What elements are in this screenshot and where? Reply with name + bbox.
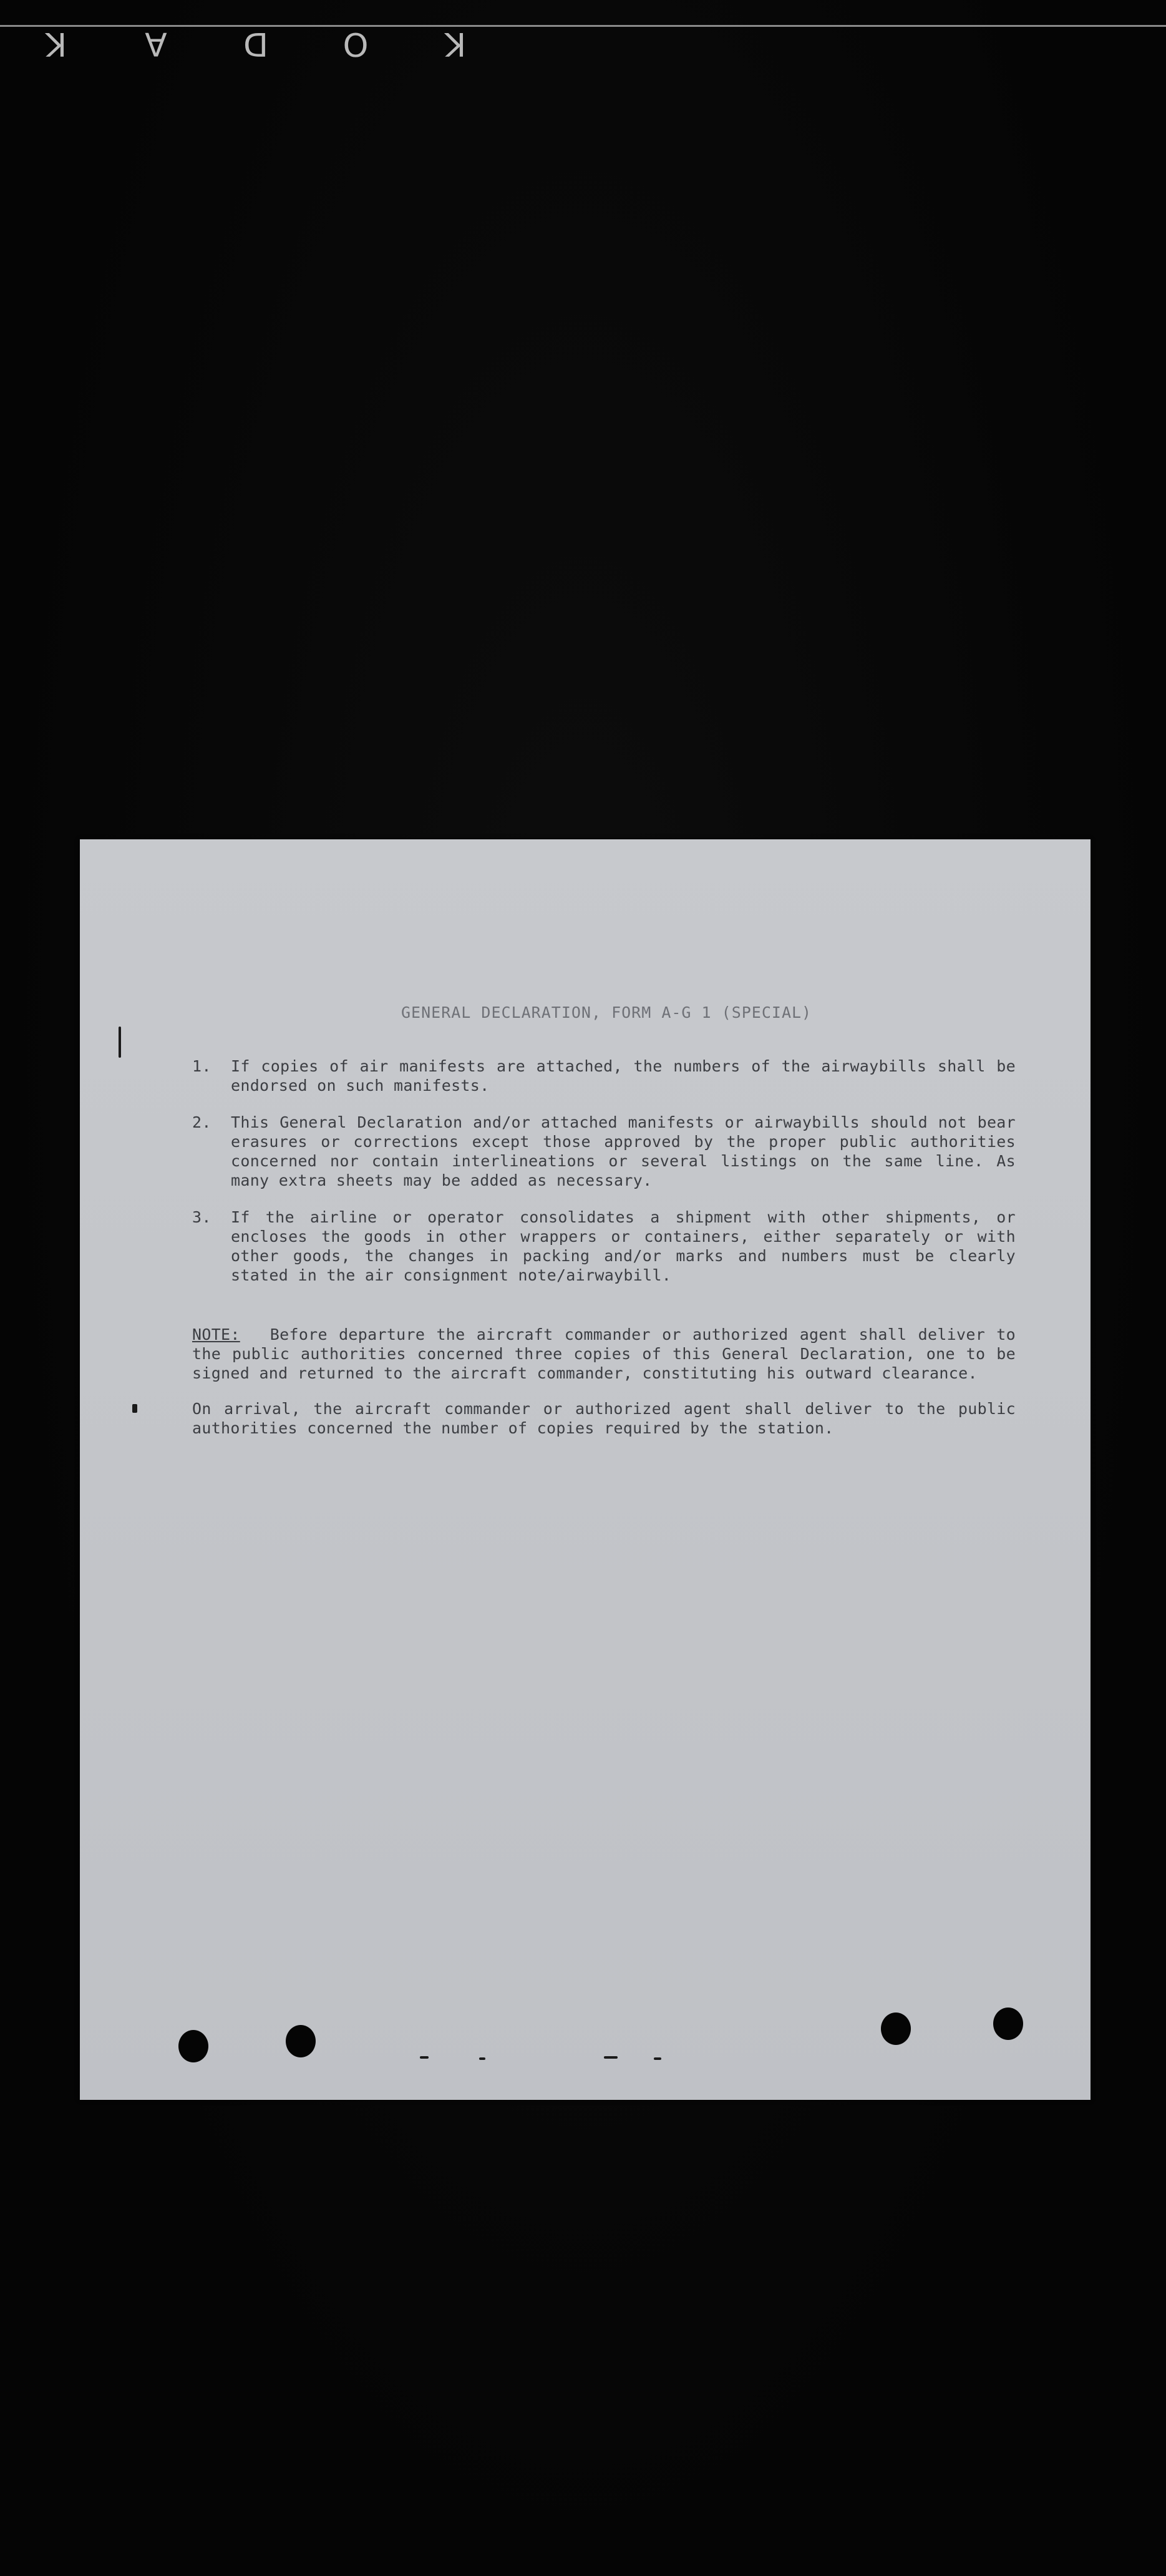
item-text: This General Declaration and/or attached manifests or airwaybills should not bear erasures or corrections except those approved by the proper public authorities concerned nor contain interlineations or several listings on the same line. As many extra sheets may be added as necessary. xyxy=(231,1113,1016,1189)
document-sheet xyxy=(80,839,1091,2100)
instruction-item xyxy=(192,1208,1016,1285)
item-text: If copies of air manifests are attached, the numbers of the airwaybills shall be endorsed on such manifests. xyxy=(231,1057,1016,1095)
edge-letter: D xyxy=(243,25,269,62)
item-number: 1. xyxy=(192,1057,211,1075)
film-speck xyxy=(604,2056,618,2059)
punch-hole xyxy=(993,2008,1023,2040)
note-text: Before departure the aircraft commander or authorized agent shall deliver to the public authorities concerned three copies of this General Declaration, one to be signed and returned to the aircraft commander, constituting his outward clearance. xyxy=(192,1325,1016,1382)
film-speck xyxy=(420,2056,429,2059)
note-label: NOTE: xyxy=(192,1325,240,1344)
film-speck xyxy=(119,1027,121,1058)
document-body xyxy=(192,1056,1016,1438)
film-speck xyxy=(479,2057,485,2060)
punch-hole xyxy=(178,2030,208,2062)
film-speck xyxy=(132,1404,137,1413)
document-title: GENERAL DECLARATION, FORM A-G 1 (SPECIAL) xyxy=(401,1003,812,1022)
instruction-item xyxy=(192,1056,1016,1095)
edge-letter: O xyxy=(343,25,369,62)
note-paragraph xyxy=(192,1325,1016,1383)
item-text: If the airline or operator consolidates a shipment with other shipments, or encloses the goods in other wrappers or containers, either separately or with other goods, the changes in packing and/or marks and numbers must be clearly stated in the air consignment note/airwaybill. xyxy=(231,1208,1016,1284)
edge-letter: A xyxy=(145,25,167,62)
edge-letter: K xyxy=(45,25,67,62)
instruction-item xyxy=(192,1113,1016,1190)
arrival-paragraph xyxy=(192,1399,1016,1438)
punch-hole xyxy=(286,2025,316,2057)
kodak-edge-mark xyxy=(37,25,474,62)
punch-hole xyxy=(881,2012,911,2045)
film-speck xyxy=(654,2057,661,2060)
item-number: 3. xyxy=(192,1208,211,1226)
item-number: 2. xyxy=(192,1113,211,1131)
arrival-text: On arrival, the aircraft commander or authorized agent shall deliver to the public authorities concerned the number of copies required by the station. xyxy=(192,1400,1016,1437)
edge-letter: K xyxy=(444,25,467,62)
